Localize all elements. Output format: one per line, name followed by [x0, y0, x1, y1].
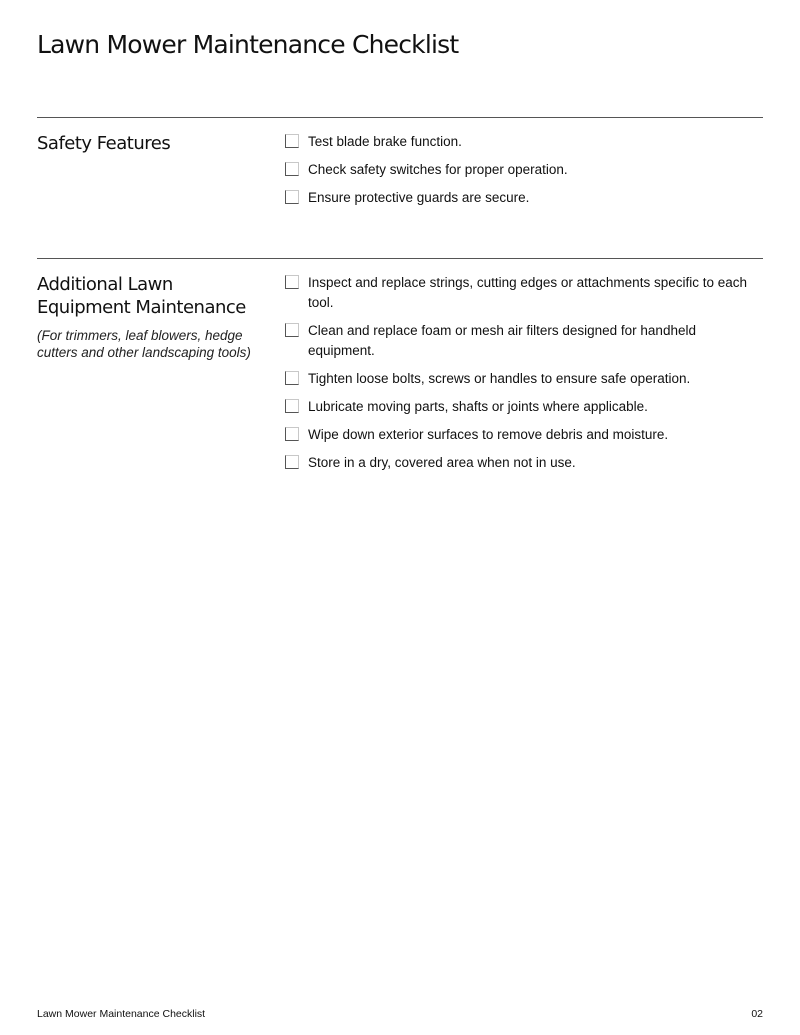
- checkbox[interactable]: [285, 455, 299, 469]
- checklist: [285, 273, 763, 481]
- page-title: Lawn Mower Maintenance Checklist: [37, 30, 459, 59]
- checklist-item-text: Test blade brake function.: [308, 134, 462, 149]
- section-note: (For trimmers, leaf blowers, hedge cutters and other landscaping tools): [37, 328, 251, 360]
- section-heading-column: [37, 273, 269, 361]
- checkbox[interactable]: [285, 162, 299, 176]
- checklist-item: [285, 273, 763, 313]
- checklist-item: [285, 425, 763, 445]
- page-number: 02: [751, 1008, 763, 1020]
- checkbox[interactable]: [285, 190, 299, 204]
- checkbox[interactable]: [285, 427, 299, 441]
- checkbox[interactable]: [285, 323, 299, 337]
- checklist-item-text: Store in a dry, covered area when not in use.: [308, 455, 576, 470]
- checklist-item-text: Lubricate moving parts, shafts or joints where applicable.: [308, 399, 648, 414]
- checklist-item: [285, 132, 763, 152]
- checklist-item: [285, 160, 763, 180]
- checkbox[interactable]: [285, 371, 299, 385]
- checklist-item-text: Inspect and replace strings, cutting edges or attachments specific to each tool.: [308, 275, 747, 310]
- section-heading-column: [37, 132, 269, 155]
- checkbox[interactable]: [285, 399, 299, 413]
- checklist-item: [285, 369, 763, 389]
- section-additional-equipment: [37, 258, 763, 470]
- section-heading: Additional Lawn Equipment Maintenance: [37, 274, 246, 318]
- checklist-item: [285, 453, 763, 473]
- checkbox[interactable]: [285, 275, 299, 289]
- checklist-item: [285, 397, 763, 417]
- section-heading: Safety Features: [37, 133, 171, 154]
- checklist-item-text: Wipe down exterior surfaces to remove debris and moisture.: [308, 427, 669, 442]
- checklist-item-text: Ensure protective guards are secure.: [308, 190, 530, 205]
- checklist-item: [285, 321, 763, 361]
- checklist-item-text: Tighten loose bolts, screws or handles to ensure safe operation.: [308, 371, 691, 386]
- checklist-item-text: Clean and replace foam or mesh air filters designed for handheld equipment.: [308, 323, 696, 358]
- checkbox[interactable]: [285, 134, 299, 148]
- checklist: [285, 132, 763, 216]
- checklist-item-text: Check safety switches for proper operation.: [308, 162, 568, 177]
- checklist-item: [285, 188, 763, 208]
- section-safety-features: [37, 117, 763, 205]
- footer-title: Lawn Mower Maintenance Checklist: [37, 1008, 206, 1020]
